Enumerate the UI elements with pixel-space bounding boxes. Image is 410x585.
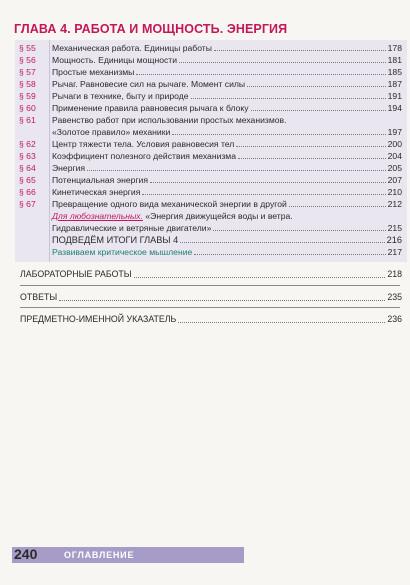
entry-title: Рычаг. Равновесие сил на рычаге. Момент силы <box>52 79 246 89</box>
dot-leader <box>180 235 384 243</box>
dot-leader <box>142 187 385 195</box>
footer-title: ОГЛАВЛЕНИЕ <box>64 550 135 560</box>
dot-leader <box>150 175 386 183</box>
entry-page: 216 <box>386 235 402 245</box>
back-entry-title: ЛАБОРАТОРНЫЕ РАБОТЫ <box>20 269 132 279</box>
back-entry-title: ПРЕДМЕТНО-ИМЕННОЙ УКАЗАТЕЛЬ <box>20 314 177 324</box>
section-number: § 64 <box>19 163 36 173</box>
toc-entry[interactable] <box>52 187 402 198</box>
dot-leader <box>59 291 385 301</box>
entry-title: Превращение одного вида механической энергии в другой <box>52 199 287 209</box>
toc-entry[interactable] <box>52 103 402 114</box>
dot-leader <box>87 163 386 171</box>
toc-entry[interactable] <box>52 175 402 186</box>
section-number: § 58 <box>19 79 36 89</box>
entry-page: 194 <box>387 103 402 113</box>
extra-entry-line1[interactable] <box>52 211 293 222</box>
dot-leader <box>247 79 386 87</box>
entry-title-line1[interactable]: Равенство работ при использовании простых механизмов. <box>52 115 287 125</box>
section-number: § 61 <box>19 115 36 125</box>
toc-entry[interactable] <box>52 151 402 162</box>
entry-page: 191 <box>387 91 402 101</box>
section-number: § 59 <box>19 91 36 101</box>
section-number: § 67 <box>19 199 36 209</box>
entry-title: Рычаги в технике, быту и природе <box>52 91 189 101</box>
toc-entry[interactable] <box>52 163 402 174</box>
dot-leader <box>134 268 386 278</box>
entry-title: Потенциальная энергия <box>52 175 148 185</box>
toc-entry[interactable] <box>52 91 402 102</box>
section-number: § 66 <box>19 187 36 197</box>
toc-entry[interactable] <box>52 43 402 54</box>
summary-title: ПОДВЕДЁМ ИТОГИ ГЛАВЫ 4 <box>52 235 179 245</box>
entry-title: Применение правила равновесия рычага к блоку <box>52 103 249 113</box>
back-entry-answers[interactable] <box>20 291 402 304</box>
entry-title-line2: «Золотое правило» механики <box>52 127 171 137</box>
divider <box>20 307 400 308</box>
entry-page: 217 <box>387 247 402 257</box>
section-number: § 55 <box>19 43 36 53</box>
entry-page: 235 <box>387 292 402 302</box>
entry-page: 210 <box>387 187 402 197</box>
entry-page: 181 <box>387 55 402 65</box>
dot-leader <box>194 247 385 255</box>
dot-leader <box>289 199 386 207</box>
toc-entry[interactable] <box>52 79 402 90</box>
toc-entry[interactable] <box>52 223 402 234</box>
dot-leader <box>172 127 385 135</box>
entry-title: Энергия <box>52 163 86 173</box>
section-number: § 65 <box>19 175 36 185</box>
entry-page: 197 <box>387 127 402 137</box>
entry-page: 205 <box>387 163 402 173</box>
entry-page: 212 <box>387 199 402 209</box>
dot-leader <box>236 139 385 147</box>
entry-title: Мощность. Единицы мощности <box>52 55 178 65</box>
toc-entry[interactable] <box>52 127 402 138</box>
toc-entry[interactable] <box>52 199 402 210</box>
dot-leader <box>178 313 385 323</box>
section-number: § 57 <box>19 67 36 77</box>
toc-entry[interactable] <box>52 55 402 66</box>
divider <box>20 285 400 286</box>
dot-leader <box>136 67 385 75</box>
back-entry-index[interactable] <box>20 313 402 326</box>
section-column-divider <box>49 40 50 262</box>
dot-leader <box>214 43 386 51</box>
entry-title: Центр тяжести тела. Условия равновесия тел <box>52 139 235 149</box>
dot-leader <box>251 103 386 111</box>
section-number: § 56 <box>19 55 36 65</box>
critical-entry[interactable] <box>52 247 402 258</box>
toc-entry[interactable] <box>52 139 402 150</box>
entry-page: 204 <box>387 151 402 161</box>
entry-title: Простые механизмы <box>52 67 135 77</box>
entry-page: 215 <box>387 223 402 233</box>
entry-title: Коэффициент полезного действия механизма <box>52 151 236 161</box>
entry-page: 200 <box>387 139 402 149</box>
entry-page: 236 <box>387 314 402 324</box>
chapter-title: ГЛАВА 4. РАБОТА И МОЩНОСТЬ. ЭНЕРГИЯ <box>14 22 288 36</box>
entry-title: Кинетическая энергия <box>52 187 141 197</box>
summary-entry[interactable] <box>52 235 402 246</box>
section-number: § 60 <box>19 103 36 113</box>
extra-title-line2: Гидравлические и ветряные двигатели» <box>52 223 212 233</box>
entry-page: 187 <box>387 79 402 89</box>
back-entry-title: ОТВЕТЫ <box>20 292 58 302</box>
entry-page: 178 <box>387 43 402 53</box>
extra-label: Для любознательных. <box>52 211 143 221</box>
back-entry-labs[interactable] <box>20 268 402 281</box>
dot-leader <box>238 151 386 159</box>
entry-page: 218 <box>387 269 402 279</box>
page-number: 240 <box>14 546 38 562</box>
entry-page: 185 <box>387 67 402 77</box>
extra-title: «Энергия движущейся воды и ветра. <box>142 211 293 221</box>
dot-leader <box>179 55 386 63</box>
dot-leader <box>213 223 385 231</box>
section-number: § 62 <box>19 139 36 149</box>
entry-title: Механическая работа. Единицы работы <box>52 43 212 53</box>
section-number: § 63 <box>19 151 36 161</box>
critical-title: Развиваем критическое мышление <box>52 247 193 257</box>
entry-page: 207 <box>387 175 402 185</box>
toc-entry[interactable] <box>52 67 402 78</box>
dot-leader <box>191 91 386 99</box>
